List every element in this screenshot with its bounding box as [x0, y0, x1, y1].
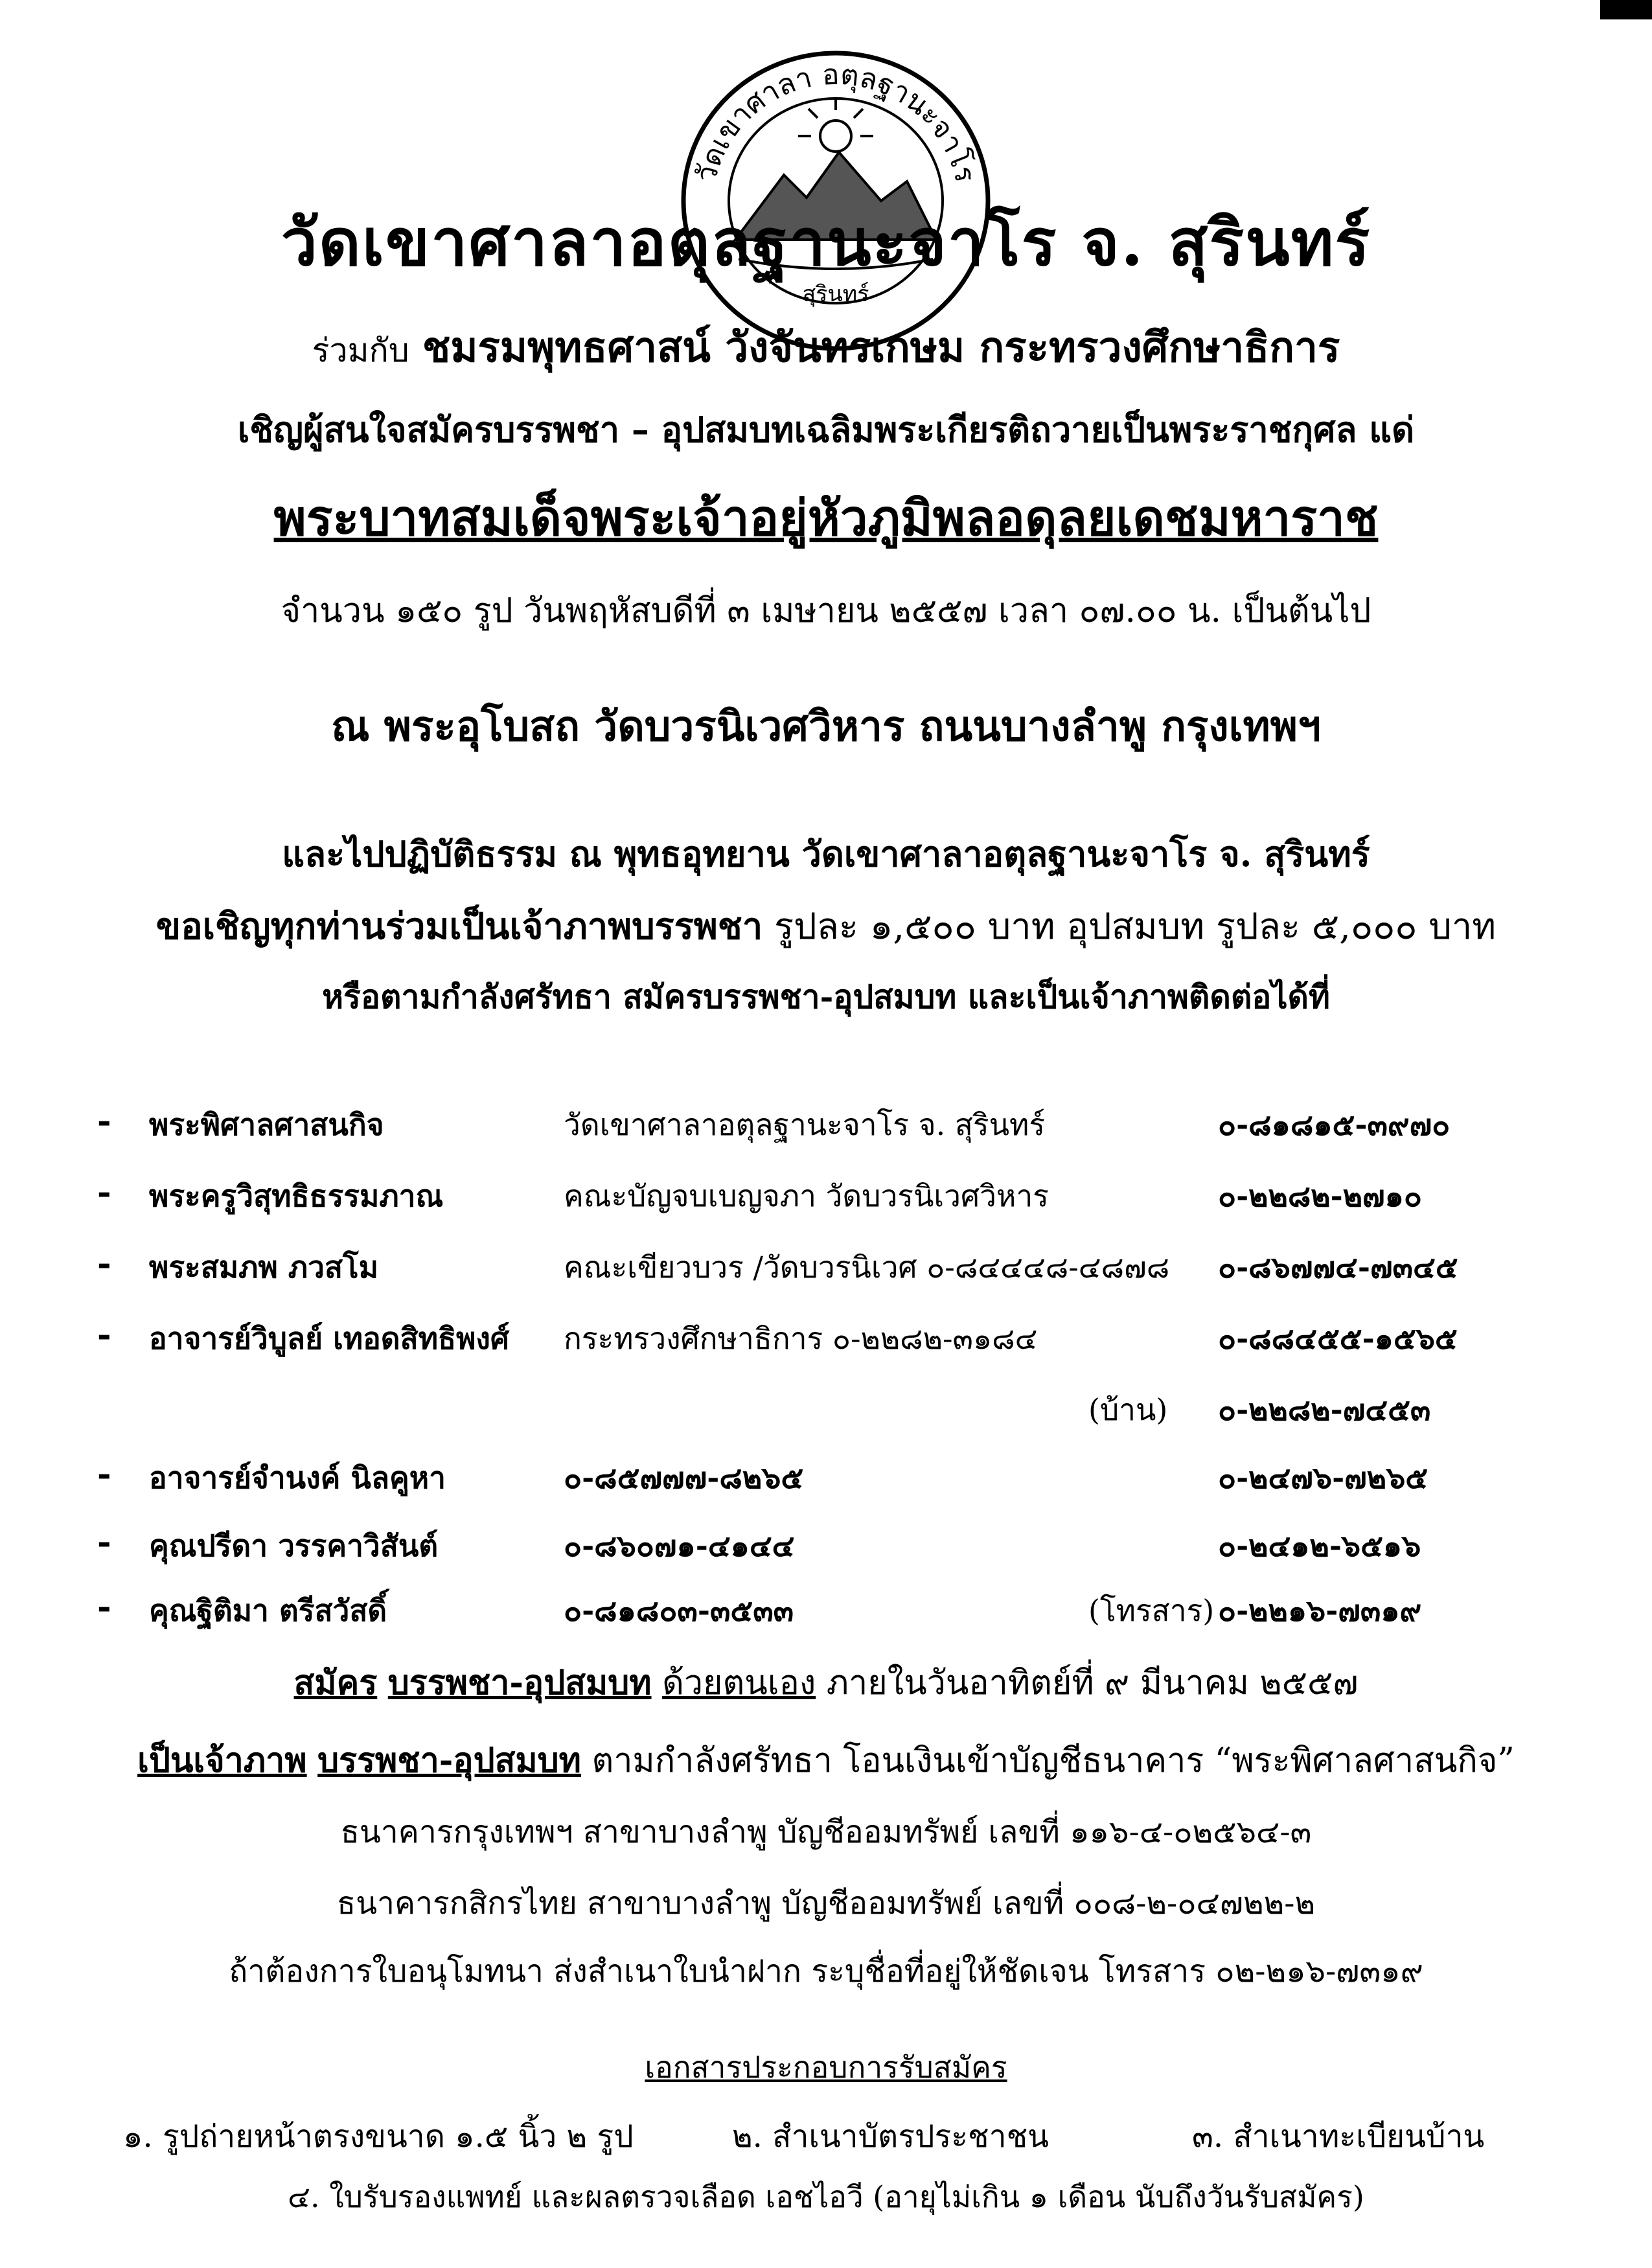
contact-phone: ๐-๘๖๐๗๑-๔๑๔๔	[564, 1528, 795, 1563]
documents-heading: เอกสารประกอบการรับสมัคร	[645, 2050, 1007, 2085]
royal-name: พระบาทสมเด็จพระเจ้าอยู่หัวภูมิพลอดุลยเดชมหาราช	[273, 489, 1379, 547]
contact-org: คณะเขียวบวร /วัดบวรนิเวศ ๐-๘๔๔๔๘-๔๘๗๘	[564, 1250, 1170, 1285]
partner-prefix: ร่วมกับ	[312, 332, 409, 369]
receipt-note: ถ้าต้องการใบอนุโมทนา ส่งสำเนาใบนำฝาก ระบุชื่อที่อยู่ให้ชัดเจน โทรสาร ๐๒-๒๑๖-๗๓๑๙	[229, 1953, 1423, 1989]
contact-phone-alt: ๐-๒๒๘๒-๗๔๕๓	[1218, 1392, 1431, 1427]
contact-phone-alt: ๐-๒๒๘๒-๒๗๑๐	[1218, 1178, 1422, 1213]
host-rest: ตามกำลังศรัทธา โอนเงินเข้าบัญชีธนาคาร “พระพิศาลศาสนกิจ”	[580, 1741, 1515, 1780]
contact-intro: หรือตามกำลังศรัทธา สมัครบรรพชา-อุปสมบท และเป็นเจ้าภาพติดต่อได้ที่	[322, 978, 1330, 1016]
svg-text:วัดเขาศาลา อตุลฐานะจาโร: วัดเขาศาลา อตุลฐานะจาโร	[689, 58, 982, 186]
sponsor-lead: ขอเชิญทุกท่านร่วมเป็นเจ้าภาพบรรพชา	[155, 905, 763, 948]
practice-line: และไปปฏิบัติธรรม ณ พุทธอุทยาน วัดเขาศาลาอตุลฐานะจาโร จ. สุรินทร์	[282, 833, 1370, 875]
contact-name: พระครูวิสุทธิธรรมภาณ	[149, 1178, 444, 1213]
contact-phone-alt: ๐-๒๔๗๖-๗๒๖๕	[1218, 1460, 1428, 1495]
contact-org: กระทรวงศึกษาธิการ ๐-๒๒๘๒-๓๑๘๔	[564, 1321, 1038, 1356]
apply-lead: สมัคร	[293, 1663, 378, 1702]
contact-phone: ๐-๘๑๘๐๓-๓๕๓๓	[564, 1593, 794, 1628]
contact-name: อาจารย์วิบูลย์ เทอดสิทธิพงศ์	[149, 1321, 510, 1356]
contact-phone-alt: ๐-๘๑๘๑๕-๓๙๗๐	[1218, 1107, 1451, 1142]
bullet-dash: -	[97, 1522, 111, 1562]
contact-note: (โทรสาร)	[1088, 1593, 1215, 1628]
bullet-dash: -	[97, 1587, 111, 1627]
sponsor-line	[0, 897, 1652, 955]
corner-mark	[1600, 0, 1652, 19]
svg-text:สุรินทร์: สุรินทร์	[802, 281, 869, 307]
apply-deadline: ภายในวันอาทิตย์ที่ ๙ มีนาคม ๒๕๕๗	[816, 1664, 1359, 1702]
contact-phone-alt: ๐-๒๔๑๒-๖๕๑๖	[1218, 1528, 1421, 1563]
venue-line: ณ พระอุโบสถ วัดบวรนิเวศวิหาร ถนนบางลำพู กรุงเทพฯ	[331, 702, 1321, 751]
contact-phone-alt: ๐-๘๖๗๗๔-๗๓๔๕	[1218, 1250, 1458, 1285]
bullet-dash: -	[97, 1244, 111, 1283]
host-item: บรรพชา-อุปสมบท	[317, 1741, 581, 1780]
page-title: วัดเขาศาลาอตุลฐานะจาโร จ. สุรินทร์	[281, 204, 1371, 281]
bullet-dash: -	[97, 1101, 111, 1141]
contact-org: วัดเขาศาลาอตุลฐานะจาโร จ. สุรินทร์	[564, 1107, 1046, 1142]
host-lead: เป็นเจ้าภาพ	[137, 1741, 307, 1780]
bullet-dash: -	[97, 1315, 111, 1355]
document-item: ๓. สำเนาทะเบียนบ้าน	[1192, 2118, 1485, 2155]
contact-name: คุณปรีดา วรรคาวิสันต์	[149, 1528, 439, 1563]
bank-account-1: ธนาคารกรุงเทพฯ สาขาบางลำพู บัญชีออมทรัพย์ เลขที่ ๑๑๖-๔-๐๒๕๖๔-๓	[340, 1814, 1312, 1850]
document-item: ๔. ใบรับรองแพทย์ และผลตรวจเลือด เอชไอวี (อายุไม่เกิน ๑ เดือน นับถึงวันรับสมัคร)	[288, 2179, 1364, 2214]
document-item: ๑. รูปถ่ายหน้าตรงขนาด ๑.๕ นิ้ว ๒ รูป	[123, 2118, 634, 2155]
contact-phone-alt: ๐-๘๘๔๕๕-๑๕๖๕	[1218, 1321, 1458, 1356]
document-item: ๒. สำเนาบัตรประชาชน	[732, 2118, 1049, 2155]
contact-name: พระสมภพ ภวสโม	[149, 1250, 379, 1285]
registration-line	[0, 1655, 1652, 1709]
apply-mode: ด้วยตนเอง	[662, 1664, 816, 1702]
schedule-line: จำนวน ๑๕๐ รูป วันพฤหัสบดีที่ ๓ เมษายน ๒๕๕๗ เวลา ๐๗.๐๐ น. เป็นต้นไป	[281, 591, 1371, 630]
invitation-line: เชิญผู้สนใจสมัครบรรพชา – อุปสมบทเฉลิมพระเกียรติถวายเป็นพระราชกุศล แด่	[237, 409, 1415, 450]
apply-item: บรรพชา-อุปสมบท	[387, 1663, 652, 1702]
contact-name: อาจารย์จำนงค์ นิลคูหา	[149, 1460, 446, 1495]
contact-phone: ๐-๘๕๗๗๗-๘๒๖๕	[564, 1460, 804, 1495]
contact-name: พระพิศาลศาสนกิจ	[149, 1107, 384, 1142]
bullet-dash: -	[97, 1454, 111, 1494]
contact-note: (บ้าน)	[1088, 1392, 1168, 1427]
host-line	[0, 1733, 1652, 1787]
bullet-dash: -	[97, 1173, 111, 1212]
contact-phone-alt: ๐-๒๒๑๖-๗๓๑๙	[1218, 1593, 1422, 1628]
sponsor-rates: รูปละ ๑,๕๐๐ บาท อุปสมบท รูปละ ๕,๐๐๐ บาท	[763, 906, 1497, 948]
contact-name: คุณฐิติมา ตรีสวัสดิ์	[149, 1593, 387, 1628]
bank-account-2: ธนาคารกสิกรไทย สาขาบางลำพู บัญชีออมทรัพย์ เลขที่ ๐๐๘-๒-๐๔๗๒๒-๒	[336, 1885, 1316, 1921]
partner-name: ชมรมพุทธศาสน์ วังจันทรเกษม กระทรวงศึกษาธิการ	[422, 323, 1340, 372]
partner-line	[0, 314, 1652, 380]
contact-org: คณะบัญจบเบญจภา วัดบวรนิเวศวิหาร	[564, 1178, 1049, 1213]
